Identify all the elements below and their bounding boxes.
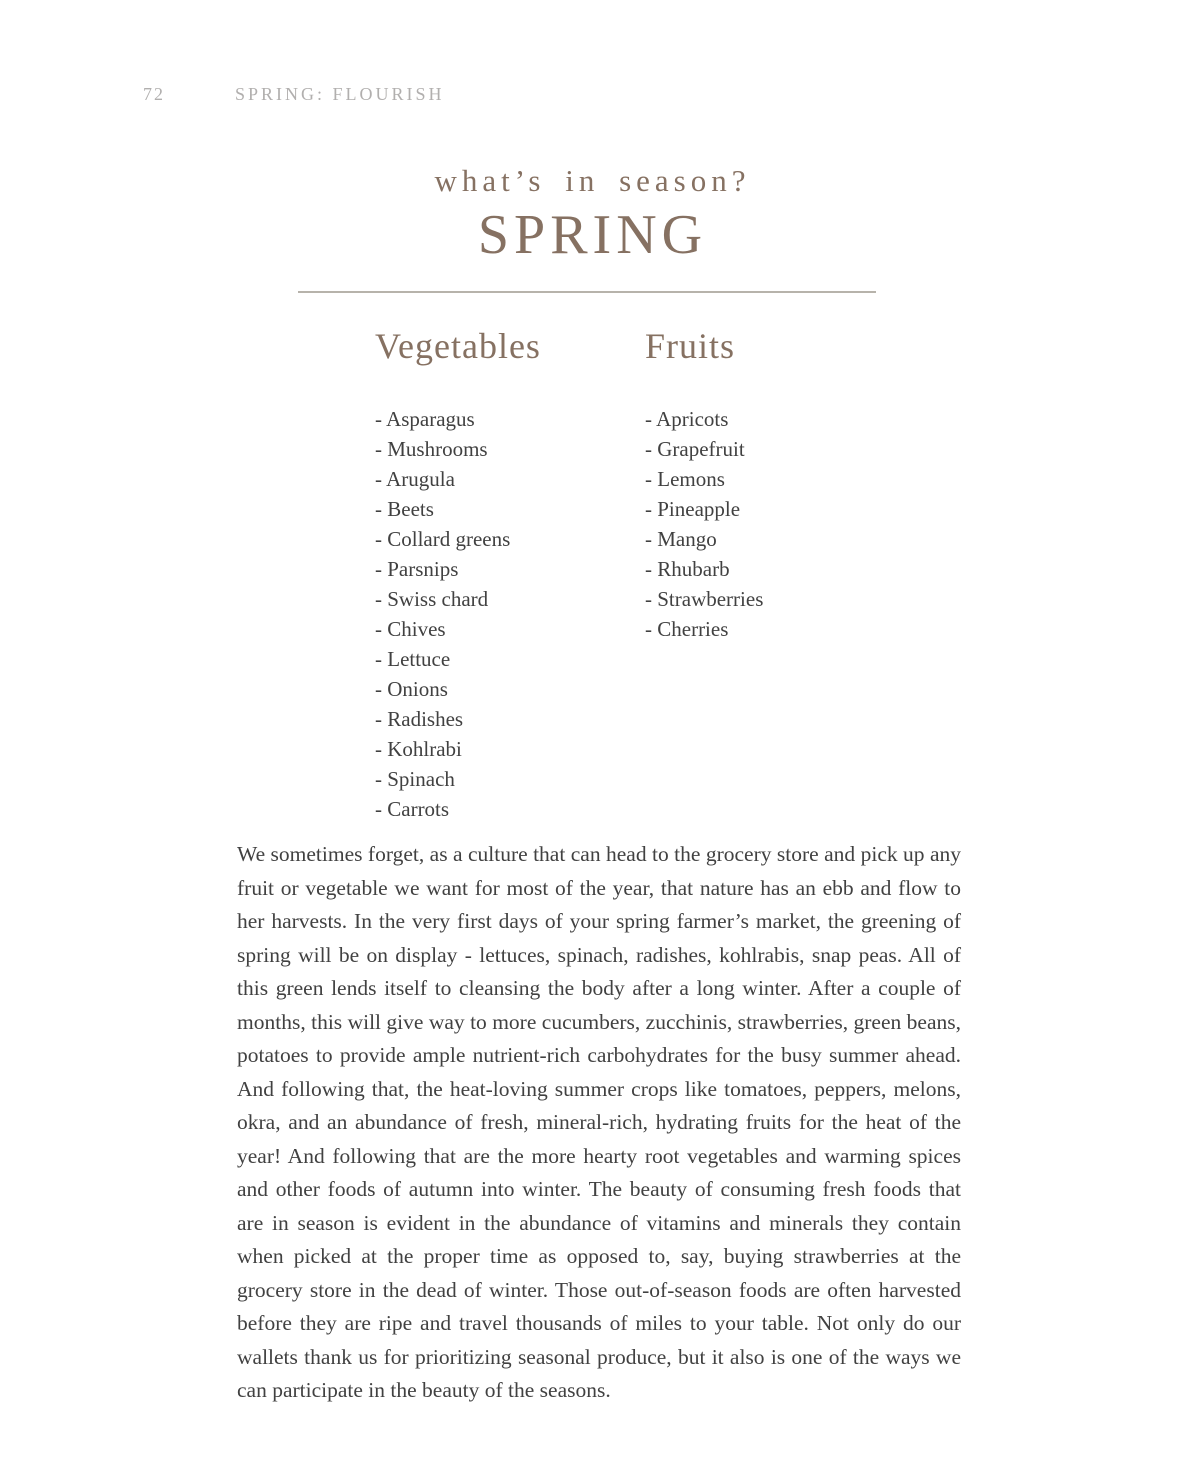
vegetables-list	[375, 404, 645, 824]
list-item: - Apricots	[645, 407, 729, 432]
list-item: - Kohlrabi	[375, 737, 462, 762]
list-item: - Lettuce	[375, 647, 451, 672]
section-title-block	[0, 163, 1185, 267]
list-item: - Radishes	[375, 707, 464, 732]
page-number: 72	[143, 84, 165, 104]
list-item: - Collard greens	[375, 527, 511, 552]
list-item: - Cherries	[645, 617, 729, 642]
body-paragraph: We sometimes forget, as a culture that can head to the grocery store and pick up any fruit or vegetable we want for most of the year, that nature has an ebb and flow to her harvests. In the very first days of your spring farmer’s market, the greening of spring will be on display - lettuces, spinach, radishes, kohlrabis, snap peas. All of this green lends itself to cleansing the body after a long winter. After a couple of months, this will give way to more cucumbers, zucchinis, strawberries, green beans, potatoes to provide ample nutrient-rich carbohydrates for the busy summer ahead. And following that, the heat-loving summer crops like tomatoes, peppers, melons, okra, and an abundance of fresh, mineral-rich, hydrating fruits for the heat of the year! And following that are the more hearty root vegetables and warming spices and other foods of autumn into winter. The beauty of consuming fresh foods that are in season is evident in the abundance of vitamins and minerals they contain when picked at the proper time as opposed to, say, buying strawberries at the grocery store in the dead of winter. Those out-of-season foods are often harvested before they are ripe and travel thousands of miles to your table. Not only do our wallets thank us for prioritizing seasonal produce, but it also is one of the ways we can participate in the beauty of the seasons.	[237, 842, 961, 1402]
list-item: - Lemons	[645, 467, 725, 492]
list-item: - Grapefruit	[645, 437, 745, 462]
list-item: - Strawberries	[645, 587, 764, 612]
list-item: - Rhubarb	[645, 557, 730, 582]
list-item: - Mushrooms	[375, 437, 488, 462]
list-item: - Chives	[375, 617, 446, 642]
vegetables-heading: Vegetables	[375, 326, 541, 366]
list-item: - Spinach	[375, 767, 455, 792]
list-item: - Asparagus	[375, 407, 475, 432]
list-item: - Beets	[375, 497, 434, 522]
vegetables-column	[375, 326, 645, 824]
list-item: - Mango	[645, 527, 717, 552]
list-item: - Onions	[375, 677, 448, 702]
page-title: SPRING	[477, 204, 708, 267]
produce-columns	[375, 326, 915, 824]
list-item: - Carrots	[375, 797, 450, 822]
fruits-column	[645, 326, 915, 824]
section-kicker: what’s in season?	[434, 163, 751, 198]
fruits-heading: Fruits	[645, 326, 736, 366]
running-head: SPRING: FLOURISH	[235, 84, 445, 104]
list-item: - Arugula	[375, 467, 455, 492]
list-item: - Pineapple	[645, 497, 741, 522]
title-divider	[298, 291, 876, 293]
fruits-list	[645, 404, 915, 644]
list-item: - Parsnips	[375, 557, 459, 582]
list-item: - Swiss chard	[375, 587, 489, 612]
